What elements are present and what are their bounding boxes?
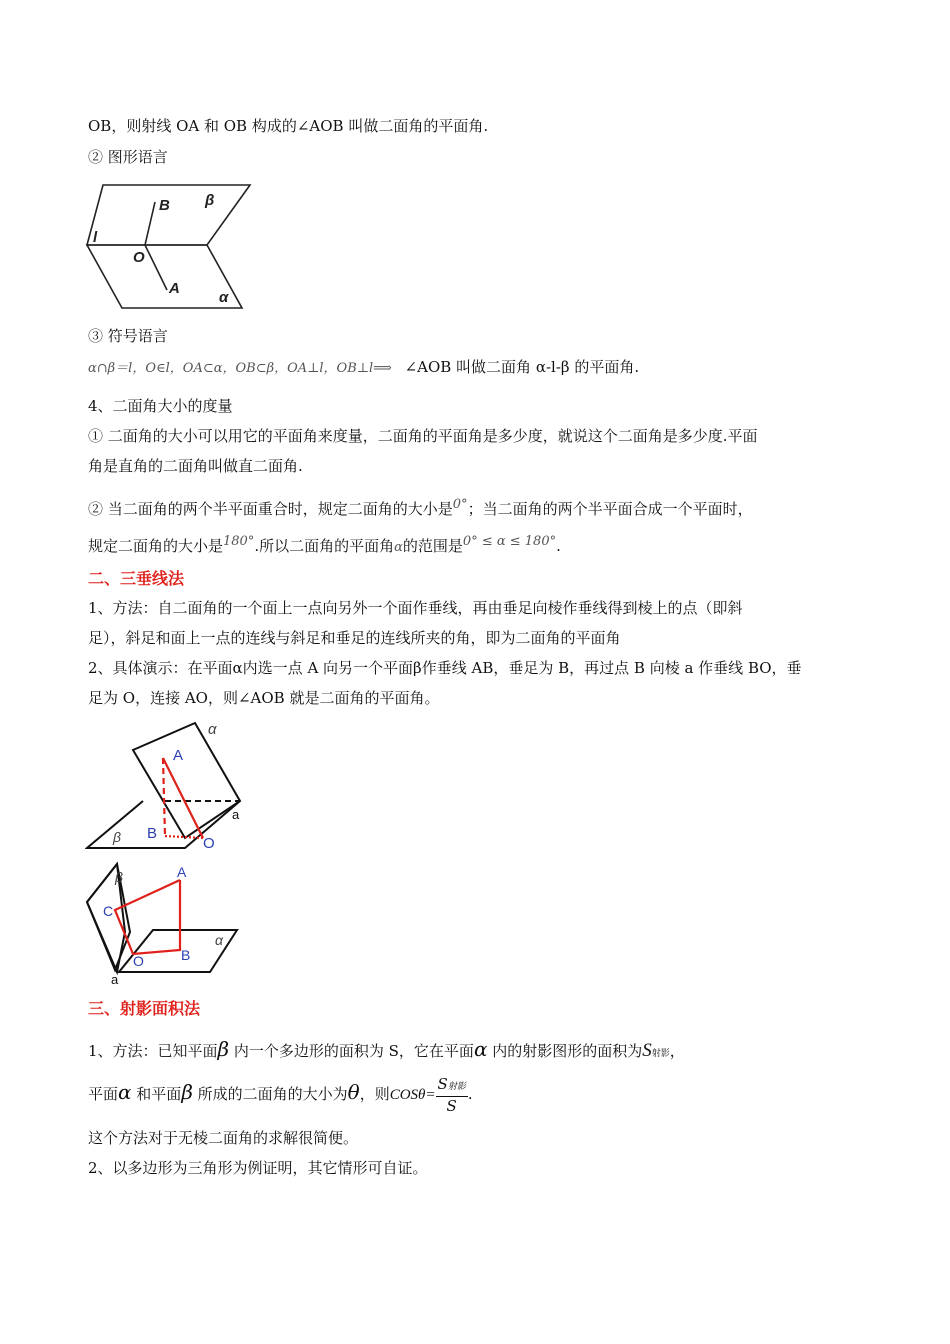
text-segment: .所以二面角的平面角 xyxy=(254,537,395,555)
label-beta: β xyxy=(115,869,123,885)
projected-area-subscript: 射影 xyxy=(651,1049,670,1059)
text-segment: ；当二面角的两个半平面合成一个平面时， xyxy=(467,500,753,518)
theta-symbol: θ xyxy=(347,1080,360,1104)
method-line2: 足），斜足和面上一点的连线与斜足和垂足的连线所夹的角，即为二面角的平面角 xyxy=(88,629,621,647)
section-heading-three-perpendiculars: 二、三垂线法 xyxy=(88,569,185,588)
label-O: O xyxy=(133,249,145,266)
plane-beta xyxy=(87,185,250,245)
text-segment: . xyxy=(467,1085,473,1103)
graphic-language-label: ② 图形语言 xyxy=(88,148,168,166)
label-B: B xyxy=(181,947,191,963)
label-l: l xyxy=(93,229,98,246)
demo-line1: 2、具体演示：在平面α内选一点 A 向另一个平面β作垂线 AB，垂足为 B，再过点 B 向棱 a 作垂线 BO，垂 xyxy=(88,659,802,677)
beta-symbol: β xyxy=(217,1037,230,1061)
label-beta: β xyxy=(113,829,121,845)
alpha-symbol: α xyxy=(394,540,403,555)
projected-area-symbol: S xyxy=(642,1040,652,1061)
symbol-conclusion: ∠AOB 叫做二面角 α-l-β 的平面角. xyxy=(404,358,640,376)
projection-formula-line xyxy=(88,1070,473,1117)
label-C: C xyxy=(103,903,114,919)
label-O: O xyxy=(133,953,144,969)
text-segment: 所成的二面角的大小为 xyxy=(192,1085,348,1103)
label-A: A xyxy=(177,864,187,880)
label-a: a xyxy=(232,807,240,822)
text-segment: . xyxy=(556,537,561,555)
text-segment: 内的射影图形的面积为 xyxy=(487,1042,643,1060)
label-alpha: α xyxy=(219,289,229,306)
text-segment: 1、方法：已知平面 xyxy=(88,1042,218,1060)
paragraph-definition-end: OB，则射线 OA 和 OB 构成的∠AOB 叫做二面角的平面角. xyxy=(88,117,489,135)
section-heading-projection-area: 三、射影面积法 xyxy=(88,999,201,1018)
label-alpha: α xyxy=(215,932,223,948)
cos-formula: COSθ= xyxy=(389,1087,436,1103)
plane-alpha xyxy=(133,723,240,838)
projection-method-line xyxy=(88,1036,685,1067)
figure-three-perpendiculars-1 xyxy=(85,718,260,858)
measure-para1-line1: ① 二面角的大小可以用它的平面角来度量，二面角的平面角是多少度，就说这个二面角是多少度.平面 xyxy=(88,427,758,445)
figure-dihedral-angle xyxy=(85,180,255,315)
text-segment: 规定二面角的大小是 xyxy=(88,537,224,555)
measure-para2-line2 xyxy=(88,532,561,558)
straight-degree: 180° xyxy=(223,534,255,549)
fraction-numerator xyxy=(436,1075,468,1097)
label-A: A xyxy=(173,747,184,764)
text-segment: ② 当二面角的两个半平面重合时，规定二面角的大小是 xyxy=(88,500,453,518)
alpha-symbol: α xyxy=(473,1037,488,1061)
label-B: B xyxy=(147,825,158,842)
numerator-subscript: 射影 xyxy=(447,1082,466,1092)
measure-heading: 4、二面角大小的度量 xyxy=(88,397,233,415)
symbol-language-formula xyxy=(88,357,639,379)
label-B: B xyxy=(159,197,170,214)
symbol-language-label: ③ 符号语言 xyxy=(88,327,168,345)
segment-AB xyxy=(163,758,165,836)
projection-proof-note: 2、以多边形为三角形为例证明，其它情形可自证。 xyxy=(88,1159,428,1177)
fraction-denominator: S xyxy=(446,1097,457,1115)
projection-note: 这个方法对于无棱二面角的求解很简便。 xyxy=(88,1129,359,1147)
label-A: A xyxy=(169,280,180,297)
measure-para2-line1 xyxy=(88,495,753,519)
text-segment: 和平面 xyxy=(131,1085,182,1103)
text-segment: ， xyxy=(669,1042,685,1060)
label-O: O xyxy=(203,835,215,852)
measure-para1-line2: 角是直角的二面角叫做直二面角. xyxy=(88,457,303,475)
text-segment: 内一个多边形的面积为 S，它在平面 xyxy=(229,1042,474,1060)
text-segment: 平面 xyxy=(88,1085,119,1103)
zero-degree: 0° xyxy=(452,497,468,512)
method-line1: 1、方法：自二面角的一个面上一点向另外一个面作垂线，再由垂足向棱作垂线得到棱上的点（即斜 xyxy=(88,599,743,617)
ray-OB xyxy=(145,202,155,245)
area-fraction xyxy=(436,1075,468,1115)
text-segment: 的范围是 xyxy=(402,537,463,555)
label-alpha: α xyxy=(208,721,217,738)
ray-OA xyxy=(145,245,167,290)
label-beta: β xyxy=(205,192,215,209)
symbol-conditions: α∩β＝l，O∈l，OA⊂α，OB⊂β，OA⊥l，OB⊥l⟹ xyxy=(88,361,392,376)
text-segment: ，则 xyxy=(359,1085,390,1103)
angle-range: 0° ≤ α ≤ 180° xyxy=(462,534,557,549)
segment-AO xyxy=(163,758,203,838)
demo-line2: 足为 O，连接 AO，则∠AOB 就是二面角的平面角。 xyxy=(88,689,440,707)
numerator-s: S xyxy=(437,1075,448,1093)
beta-symbol: β xyxy=(181,1080,193,1104)
figure-three-perpendiculars-2 xyxy=(85,862,255,987)
label-a: a xyxy=(111,972,119,987)
alpha-symbol: α xyxy=(118,1080,132,1104)
